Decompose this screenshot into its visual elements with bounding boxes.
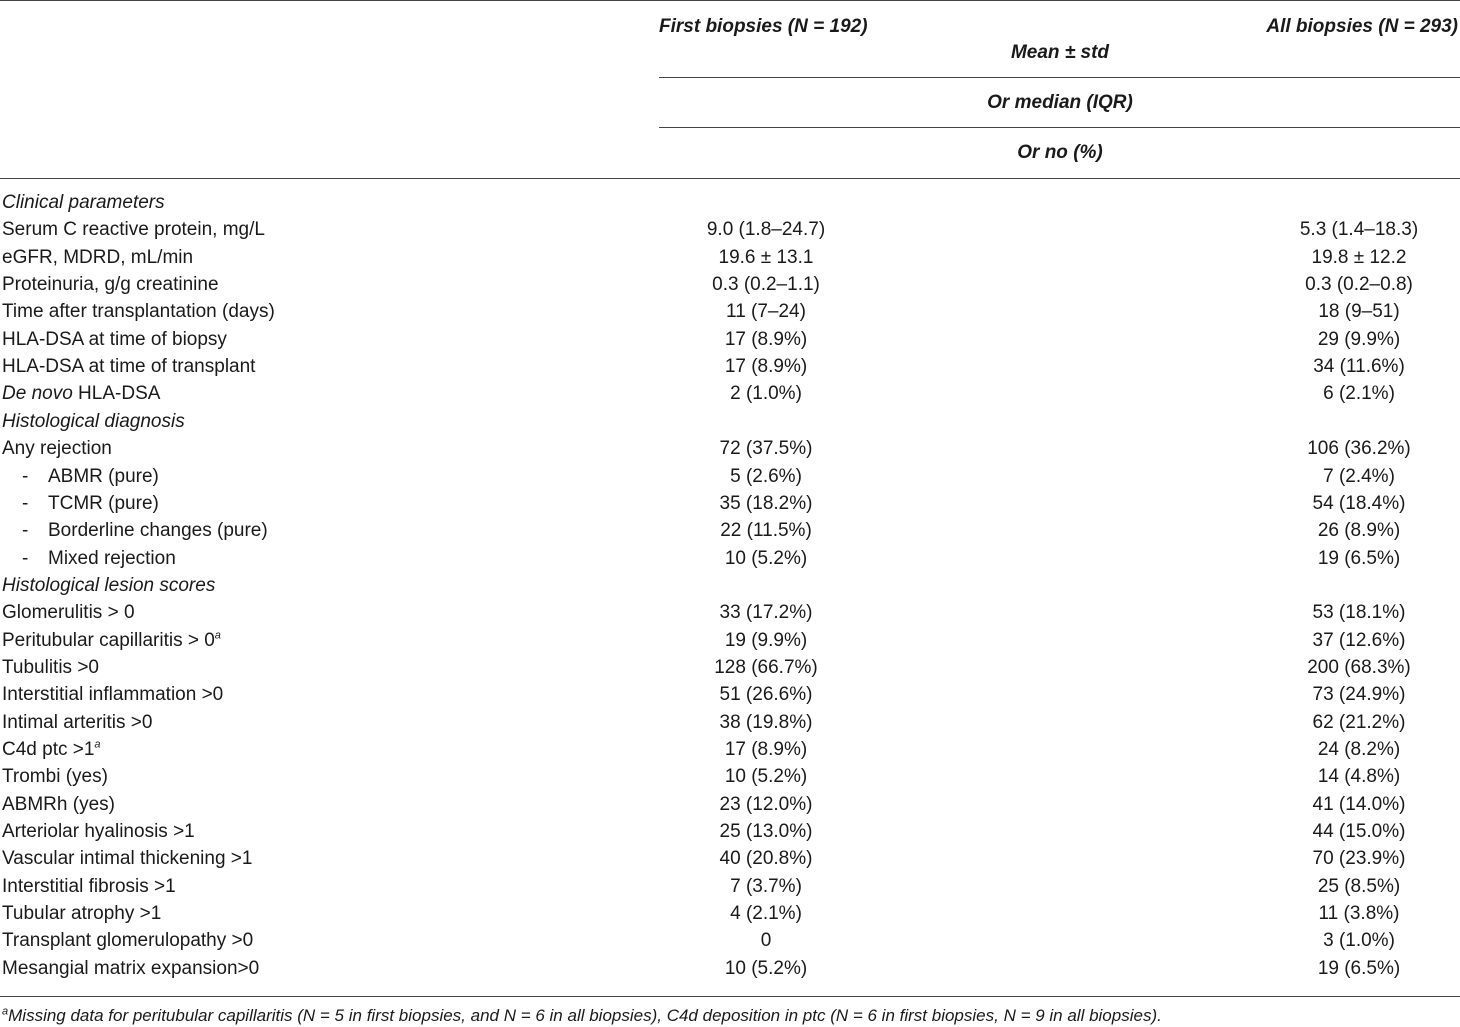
- row-label: [2, 630, 221, 652]
- row-label-text: HLA-DSA: [72, 383, 161, 404]
- list-dash: -: [22, 548, 29, 569]
- row-label: [2, 958, 259, 980]
- cell-all-biopsies: 34 (11.6%): [1313, 356, 1405, 377]
- row-label-text: Arteriolar hyalinosis >1: [2, 821, 195, 842]
- cell-all-biopsies: 29 (9.9%): [1317, 329, 1401, 350]
- row-label-text: Vascular intimal thickening >1: [2, 848, 253, 869]
- row-label-text: eGFR, MDRD, mL/min: [2, 247, 194, 268]
- row-label-text: Time after transplantation (days): [2, 301, 275, 322]
- cell-first-biopsies: 10 (5.2%): [724, 958, 808, 979]
- footnote-ref: a: [94, 738, 101, 751]
- cell-all-biopsies: 14 (4.8%): [1317, 766, 1401, 787]
- cell-all-biopsies: 54 (18.4%): [1312, 493, 1406, 514]
- row-label: [2, 274, 219, 296]
- row-label-italic: De novo: [2, 383, 73, 404]
- row-label-text: Interstitial fibrosis >1: [2, 876, 176, 897]
- row-label: [2, 301, 275, 323]
- row-label: [2, 684, 223, 706]
- row-label: [2, 438, 112, 460]
- cell-all-biopsies: 200 (68.3%): [1307, 657, 1411, 678]
- cell-all-biopsies: 11 (3.8%): [1318, 903, 1400, 924]
- cell-first-biopsies: 5 (2.6%): [730, 466, 802, 487]
- cell-all-biopsies: 6 (2.1%): [1323, 383, 1395, 404]
- row-label-text: Proteinuria, g/g creatinine: [2, 274, 219, 295]
- row-label-text: ABMR (pure): [48, 466, 159, 487]
- row-label-text: Mesangial matrix expansion>0: [2, 958, 260, 979]
- row-label-text: TCMR (pure): [48, 493, 159, 514]
- row-label: [2, 903, 161, 925]
- cell-first-biopsies: 17 (8.9%): [724, 356, 808, 377]
- cell-first-biopsies: 10 (5.2%): [724, 766, 808, 787]
- cell-first-biopsies: 22 (11.5%): [720, 520, 812, 541]
- cell-first-biopsies: 9.0 (1.8–24.7): [706, 219, 826, 240]
- cell-all-biopsies: 44 (15.0%): [1312, 821, 1406, 842]
- cell-first-biopsies: 128 (66.7%): [714, 657, 818, 678]
- cell-first-biopsies: 17 (8.9%): [724, 739, 808, 760]
- footnote-ref: a: [214, 629, 221, 642]
- cell-first-biopsies: 11 (7–24): [726, 301, 806, 322]
- column-header-first-biopsies: First biopsies (N = 192): [659, 16, 868, 37]
- header-rule-2: [659, 127, 1460, 128]
- row-label-text: Tubulitis >0: [2, 657, 99, 678]
- row-label-text: Glomerulitis > 0: [2, 602, 135, 623]
- row-label: [2, 548, 176, 570]
- cell-first-biopsies: 2 (1.0%): [730, 383, 802, 404]
- row-label: [2, 739, 101, 761]
- row-label: [2, 247, 193, 269]
- header-rule-1: [659, 77, 1460, 78]
- row-label: [2, 848, 252, 870]
- cell-all-biopsies: 19.8 ± 12.2: [1311, 247, 1407, 268]
- cell-all-biopsies: 7 (2.4%): [1323, 466, 1395, 487]
- row-label-text: HLA-DSA at time of biopsy: [2, 329, 227, 350]
- footnote: [2, 1006, 1162, 1026]
- cell-all-biopsies: 41 (14.0%): [1312, 794, 1406, 815]
- row-label: [2, 821, 195, 843]
- row-label-text: Tubular atrophy >1: [2, 903, 162, 924]
- row-label: [2, 493, 159, 515]
- cell-first-biopsies: 51 (26.6%): [719, 684, 813, 705]
- list-dash: -: [22, 493, 29, 514]
- cell-all-biopsies: 70 (23.9%): [1312, 848, 1406, 869]
- list-dash: -: [22, 466, 29, 487]
- row-label-text: Histological diagnosis: [2, 411, 185, 432]
- cell-all-biopsies: 19 (6.5%): [1317, 958, 1401, 979]
- row-label-text: Trombi (yes): [2, 766, 108, 787]
- cell-all-biopsies: 5.3 (1.4–18.3): [1299, 219, 1419, 240]
- row-label: [2, 219, 265, 241]
- row-label-text: Borderline changes (pure): [48, 520, 268, 541]
- row-label-text: Any rejection: [2, 438, 112, 459]
- row-label: [2, 520, 268, 542]
- cell-first-biopsies: 35 (18.2%): [719, 493, 813, 514]
- row-label-text: Histological lesion scores: [2, 575, 216, 596]
- row-label: [2, 356, 255, 378]
- cell-first-biopsies: 4 (2.1%): [730, 903, 802, 924]
- cell-first-biopsies: 19.6 ± 13.1: [718, 247, 814, 268]
- row-label: [2, 329, 227, 351]
- cell-all-biopsies: 25 (8.5%): [1317, 876, 1401, 897]
- cell-all-biopsies: 3 (1.0%): [1323, 930, 1395, 951]
- cell-all-biopsies: 0.3 (0.2–0.8): [1305, 274, 1413, 295]
- row-label-text: Transplant glomerulopathy >0: [2, 930, 254, 951]
- row-label-text: Mixed rejection: [48, 548, 176, 569]
- column-header-all-biopsies: All biopsies (N = 293): [1266, 16, 1458, 37]
- row-label: [2, 794, 115, 816]
- table-bottom-rule: [0, 996, 1460, 997]
- row-label: [2, 383, 160, 405]
- row-label-text: Serum C reactive protein, mg/L: [2, 219, 265, 240]
- list-dash: -: [22, 520, 29, 541]
- cell-all-biopsies: 37 (12.6%): [1312, 630, 1406, 651]
- row-label-text: C4d ptc >1: [2, 739, 95, 760]
- cell-all-biopsies: 24 (8.2%): [1317, 739, 1401, 760]
- row-label-text: Peritubular capillaritis > 0: [2, 630, 215, 651]
- row-label-text: HLA-DSA at time of transplant: [2, 356, 256, 377]
- row-label: [2, 712, 152, 734]
- row-label: [2, 876, 176, 898]
- cell-first-biopsies: 10 (5.2%): [724, 548, 808, 569]
- cell-first-biopsies: 40 (20.8%): [719, 848, 813, 869]
- cell-all-biopsies: 73 (24.9%): [1312, 684, 1406, 705]
- section-heading: [2, 575, 215, 597]
- row-label: [2, 602, 135, 624]
- footnote-marker: a: [2, 1005, 9, 1018]
- cell-first-biopsies: 33 (17.2%): [719, 602, 813, 623]
- row-label: [2, 766, 108, 788]
- stat-header-mean: Mean ± std: [1010, 42, 1110, 63]
- stat-header-count: Or no (%): [1017, 142, 1103, 163]
- row-label-text: Intimal arteritis >0: [2, 712, 153, 733]
- cell-all-biopsies: 53 (18.1%): [1312, 602, 1406, 623]
- row-label: [2, 657, 99, 679]
- section-heading: [2, 411, 185, 433]
- row-label: [2, 466, 159, 488]
- cell-all-biopsies: 19 (6.5%): [1317, 548, 1401, 569]
- cell-all-biopsies: 62 (21.2%): [1312, 712, 1406, 733]
- row-label-text: Interstitial inflammation >0: [2, 684, 224, 705]
- header-bottom-rule: [0, 178, 1460, 179]
- footnote-text: Missing data for peritubular capillaritis (N = 5 in first biopsies, and N = 6 in all biopsies), C4d deposition in ptc (N = 6 in first biopsies, N = 9 in all biopsies).: [8, 1006, 1162, 1025]
- cell-all-biopsies: 26 (8.9%): [1317, 520, 1401, 541]
- cell-first-biopsies: 7 (3.7%): [730, 876, 802, 897]
- cell-first-biopsies: 25 (13.0%): [719, 821, 813, 842]
- cell-first-biopsies: 19 (9.9%): [724, 630, 808, 651]
- cell-all-biopsies: 18 (9–51): [1318, 301, 1400, 322]
- cell-first-biopsies: 23 (12.0%): [719, 794, 813, 815]
- row-label-text: Clinical parameters: [2, 192, 165, 213]
- cell-first-biopsies: 0: [760, 930, 772, 951]
- cell-all-biopsies: 106 (36.2%): [1307, 438, 1411, 459]
- section-heading: [2, 192, 165, 214]
- cell-first-biopsies: 38 (19.8%): [719, 712, 813, 733]
- cell-first-biopsies: 0.3 (0.2–1.1): [712, 274, 820, 295]
- row-label: [2, 930, 253, 952]
- row-label-text: ABMRh (yes): [2, 794, 115, 815]
- cell-first-biopsies: 17 (8.9%): [724, 329, 808, 350]
- cell-first-biopsies: 72 (37.5%): [719, 438, 813, 459]
- table-top-rule: [0, 0, 1460, 1]
- stat-header-median: Or median (IQR): [987, 92, 1133, 113]
